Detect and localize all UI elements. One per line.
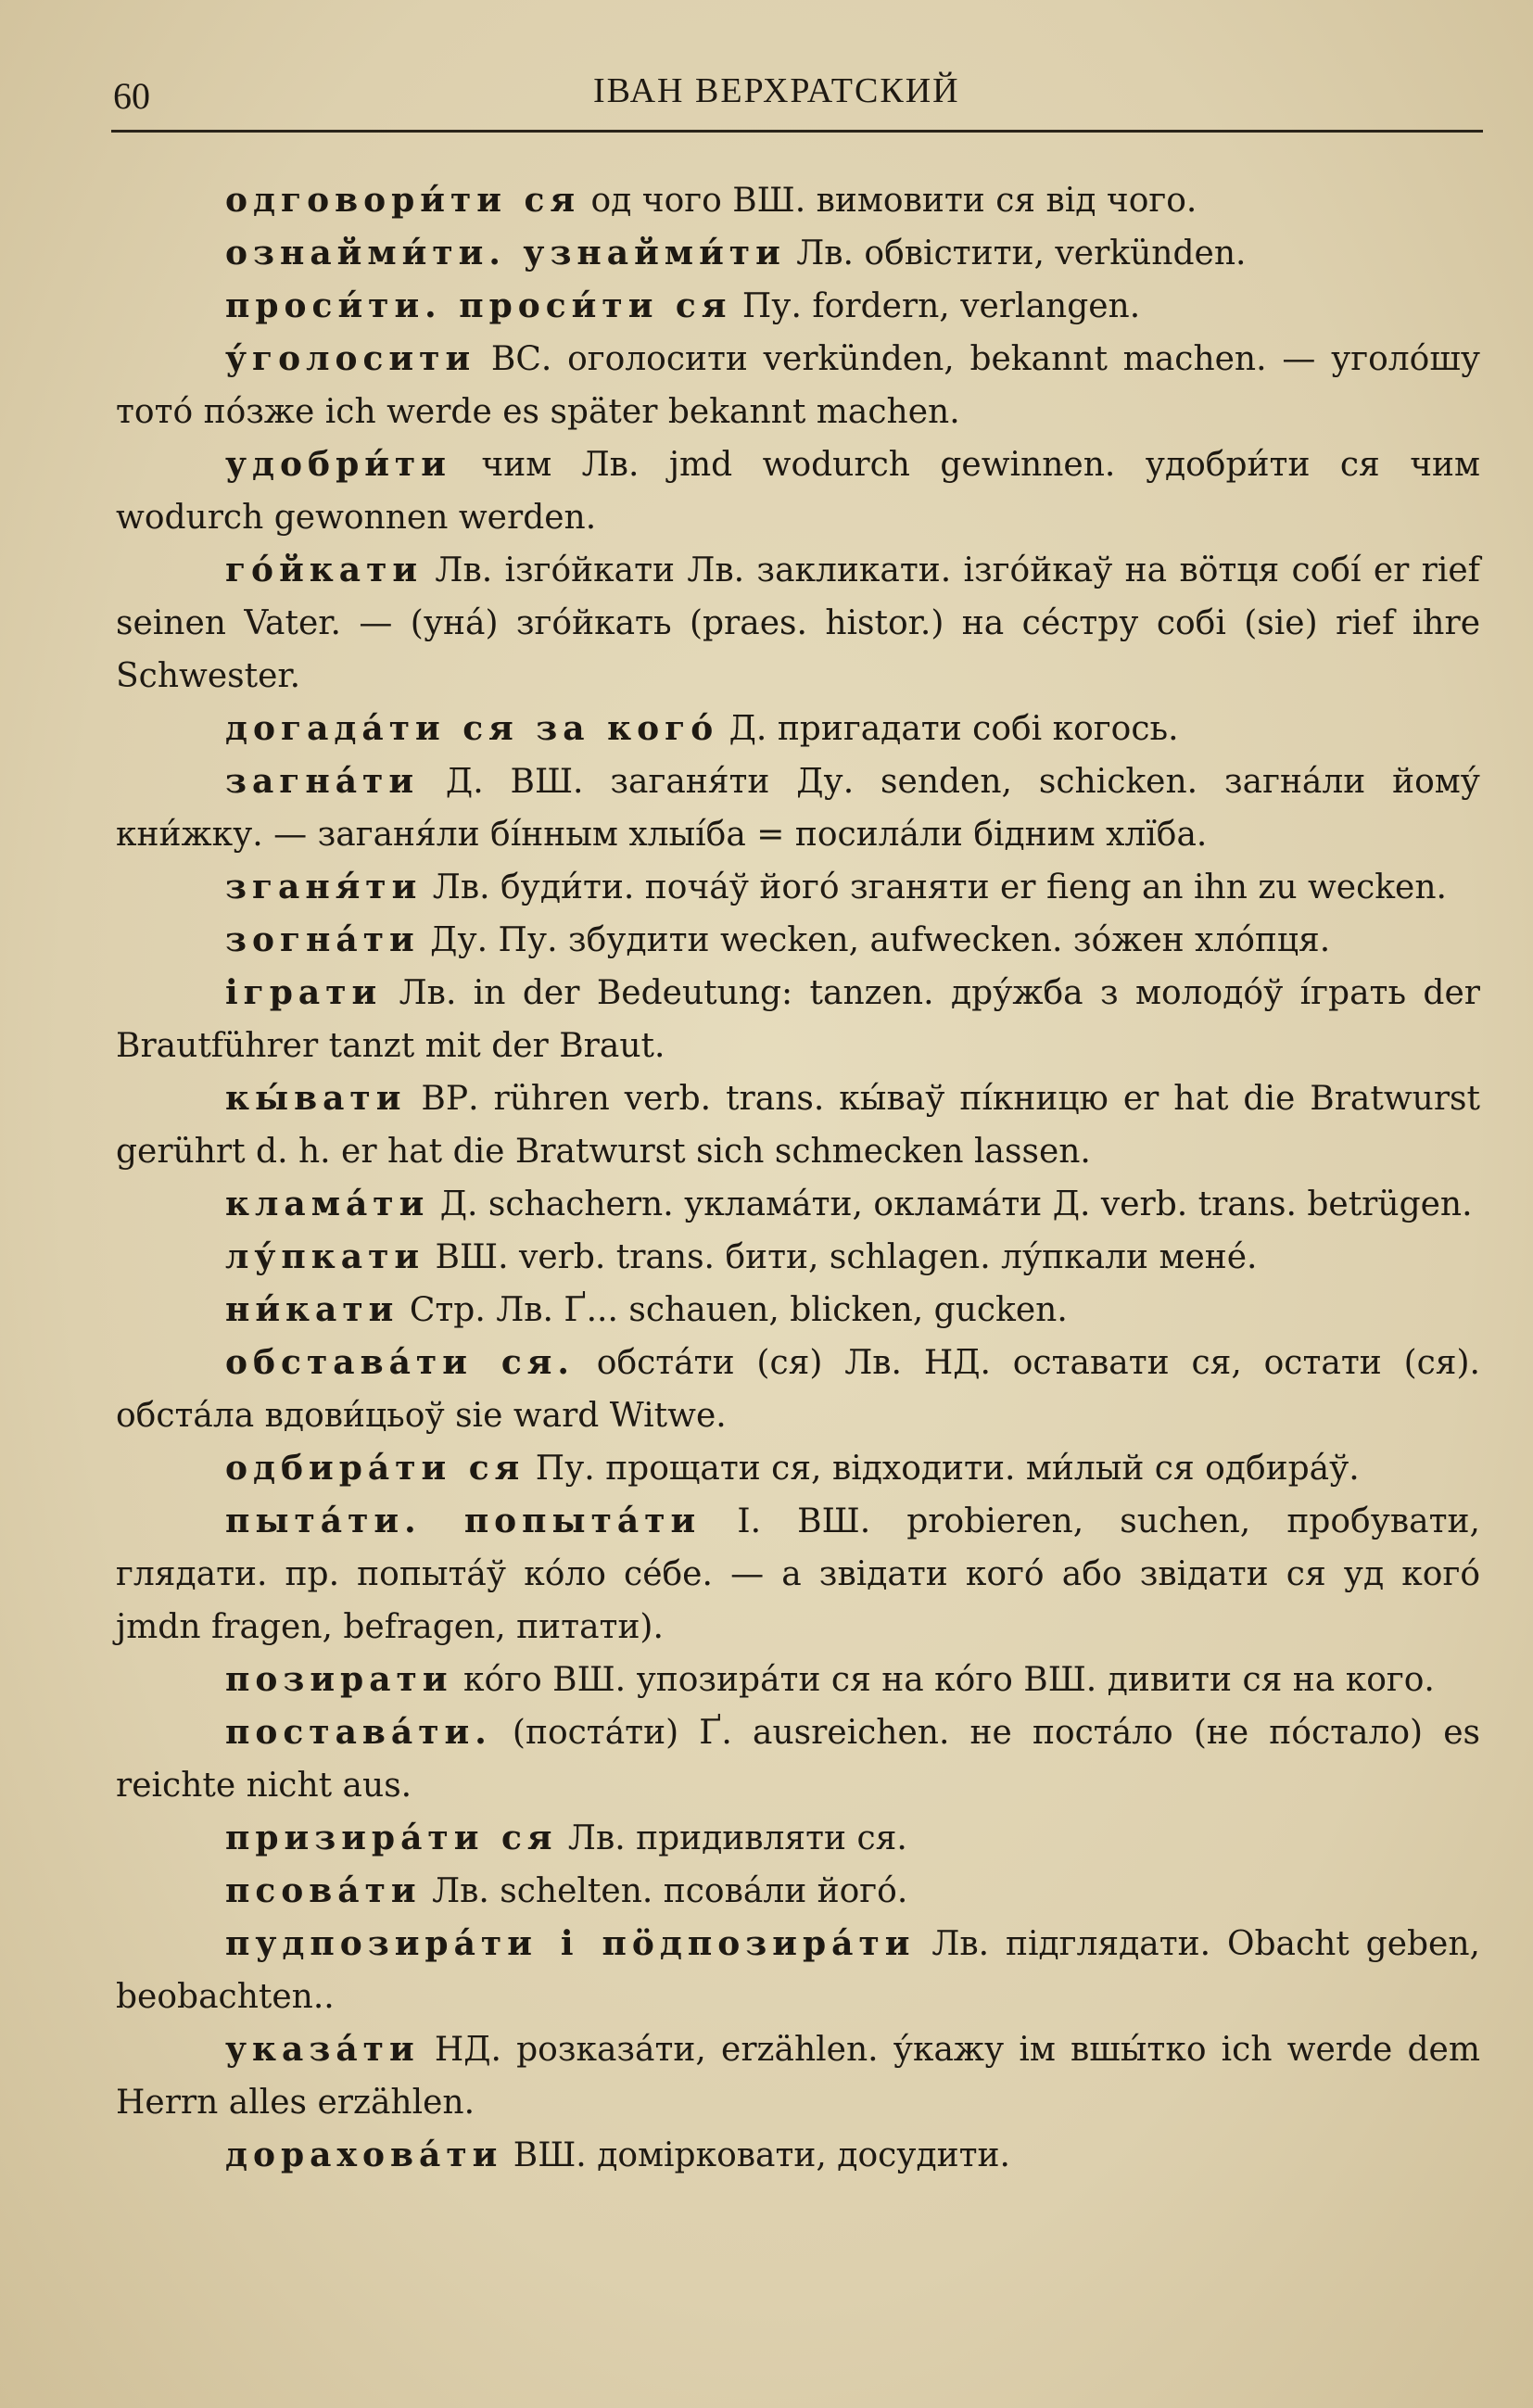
entry-text: (поста́ти) Ґ. ausreichen. не поста́ло (не по́стало) es reichte nicht aus. [116, 1714, 1480, 1805]
entry-text: Стр. Лв. Ґ... schauen, blicken, gucken. [399, 1291, 1068, 1329]
dictionary-entry [116, 703, 1480, 755]
entry-text: Д. schachern. уклама́ти, оклама́ти Д. verb. trans. betrügen. [429, 1185, 1473, 1223]
dictionary-entry [116, 1178, 1480, 1231]
dictionary-entry [116, 755, 1480, 861]
dictionary-entry [116, 1706, 1480, 1812]
entry-text: І. ВШ. probieren, suchen, пробувати, глядати. пр. попыта́ў ко́ло се́бе. — а звідати кого́ або звідати ся уд кого́ jmdn fragen, befragen, питати). [116, 1502, 1480, 1646]
headword: позирати [225, 1660, 453, 1699]
headword: догада́ти ся за кого́ [225, 709, 719, 748]
entry-text: ко́го ВШ. упозира́ти ся на ко́го ВШ. дивити ся на кого. [452, 1661, 1435, 1699]
entry-text: Лв. підглядати. Obacht geben, beobachten.. [116, 1925, 1480, 2016]
dictionary-entry [116, 1495, 1480, 1654]
headword: зогна́ти [225, 920, 420, 959]
entry-text: Пу. fordern, verlangen. [731, 287, 1141, 325]
dictionary-entry [116, 1654, 1480, 1706]
headword: проси́ти. проси́ти ся [225, 286, 732, 325]
dictionary-entry [116, 1865, 1480, 1918]
dictionary-entry [116, 1918, 1480, 2023]
entry-text: Лв. ізго́йкати Лв. закликати. ізго́йкаў на вӧтця собі́ er rief seinen Vater. — (уна́) зго́йкать (praes. histor.) на се́стру собі (sie) rief ihre Schwester. [116, 551, 1480, 695]
headword: обстава́ти ся. [225, 1343, 575, 1382]
dictionary-entry [116, 1337, 1480, 1442]
entry-text: од чого ВШ. вимовити ся від чого. [580, 182, 1197, 220]
page-number: 60 [113, 75, 150, 117]
dictionary-entry [116, 544, 1480, 703]
dictionary-entry [116, 914, 1480, 967]
headword: одбира́ти ся [225, 1449, 526, 1488]
header-rule [111, 130, 1483, 133]
headword: призира́ти ся [225, 1819, 558, 1857]
headword: ни́кати [225, 1290, 399, 1329]
entry-text: НД. розказа́ти, erzählen. у́кажу ім вшы́тко ich werde dem Herrn alles erzählen. [116, 2031, 1480, 2122]
dictionary-entry [116, 333, 1480, 438]
dictionary-entry [116, 174, 1480, 227]
dictionary-entries [116, 174, 1480, 2182]
headword: одговори́ти ся [225, 181, 581, 220]
headword: лу́пкати [225, 1237, 425, 1276]
page-header [111, 57, 1483, 132]
entry-text: Лв. in der Bedeutung: tanzen. дру́жба з молодо́ў і́грать der Brautführer tanzt mit der Braut. [116, 974, 1480, 1065]
headword: постава́ти. [225, 1713, 492, 1752]
dictionary-entry [116, 227, 1480, 280]
entry-text: Лв. schelten. псова́ли його́. [421, 1872, 908, 1910]
headword: указа́ти [225, 2030, 420, 2069]
entry-text: Ду. Пу. збудити wecken, aufwecken. зо́жен хло́пця. [419, 921, 1331, 959]
headword: кы́вати [225, 1079, 407, 1118]
entry-text: ВР. rühren verb. trans. кы́ваў пі́кницю er hat die Bratwurst gerührt d. h. er hat die Bratwurst sich schmecken lassen. [116, 1080, 1480, 1171]
entry-text: Д. ВШ. заганя́ти Ду. senden, schicken. загна́ли йому́ кни́жку. — заганя́ли бі́нным хлыі́ба = посила́ли бідним хлїба. [116, 763, 1480, 854]
entry-text: ВШ. verb. trans. бити, schlagen. лу́пкали мене́. [424, 1238, 1258, 1276]
dictionary-entry [116, 967, 1480, 1072]
entry-text: Пу. прощати ся, відходити. ми́лый ся одбира́ў. [525, 1450, 1360, 1488]
headword: го́йкати [225, 551, 424, 589]
entry-text: обста́ти (ся) Лв. НД. оставати ся, остати (ся). обста́ла вдови́цьоў sie ward Witwe. [116, 1344, 1480, 1435]
entry-text: ВС. оголосити verkünden, bekannt machen. — уголо́шу тото́ по́зже ich werde es später bekannt machen. [116, 340, 1480, 431]
dictionary-entry [116, 1231, 1480, 1284]
entry-text: Лв. обвістити, verkünden. [785, 234, 1247, 272]
dictionary-entry [116, 280, 1480, 333]
headword: клама́ти [225, 1185, 430, 1223]
headword: у́голосити [225, 339, 476, 378]
headword: псова́ти [225, 1871, 422, 1910]
headword: ознайми́ти. узнайми́ти [225, 234, 786, 272]
headword: зганя́ти [225, 868, 423, 906]
headword: загна́ти [225, 762, 420, 801]
dictionary-entry [116, 1284, 1480, 1337]
dictionary-entry [116, 861, 1480, 914]
headword: дорахова́ти [225, 2136, 503, 2174]
entry-text: чим Лв. jmd wodurch gewinnen. удобри́ти ся чим wodurch gewonnen werden. [116, 446, 1480, 537]
running-title: ІВАН ВЕРХРАТСКИЙ [593, 71, 960, 110]
headword: іграти [225, 973, 383, 1012]
dictionary-entry [116, 1812, 1480, 1865]
dictionary-entry [116, 1442, 1480, 1495]
dictionary-entry [116, 438, 1480, 544]
dictionary-entry [116, 2023, 1480, 2129]
entry-text: ВШ. домірковати, досудити. [502, 2136, 1010, 2174]
entry-text: Лв. придивляти ся. [557, 1819, 907, 1857]
headword: пыта́ти. попыта́ти [225, 1502, 702, 1540]
entry-text: Лв. буди́ти. поча́ў його́ зганяти er fieng an ihn zu wecken. [422, 868, 1447, 906]
headword: пудпозира́ти і пӧдпозира́ти [225, 1924, 916, 1963]
dictionary-entry [116, 1072, 1480, 1178]
headword: удобри́ти [225, 445, 451, 484]
dictionary-entry [116, 2129, 1480, 2182]
entry-text: Д. пригадати собі когось. [718, 710, 1179, 748]
